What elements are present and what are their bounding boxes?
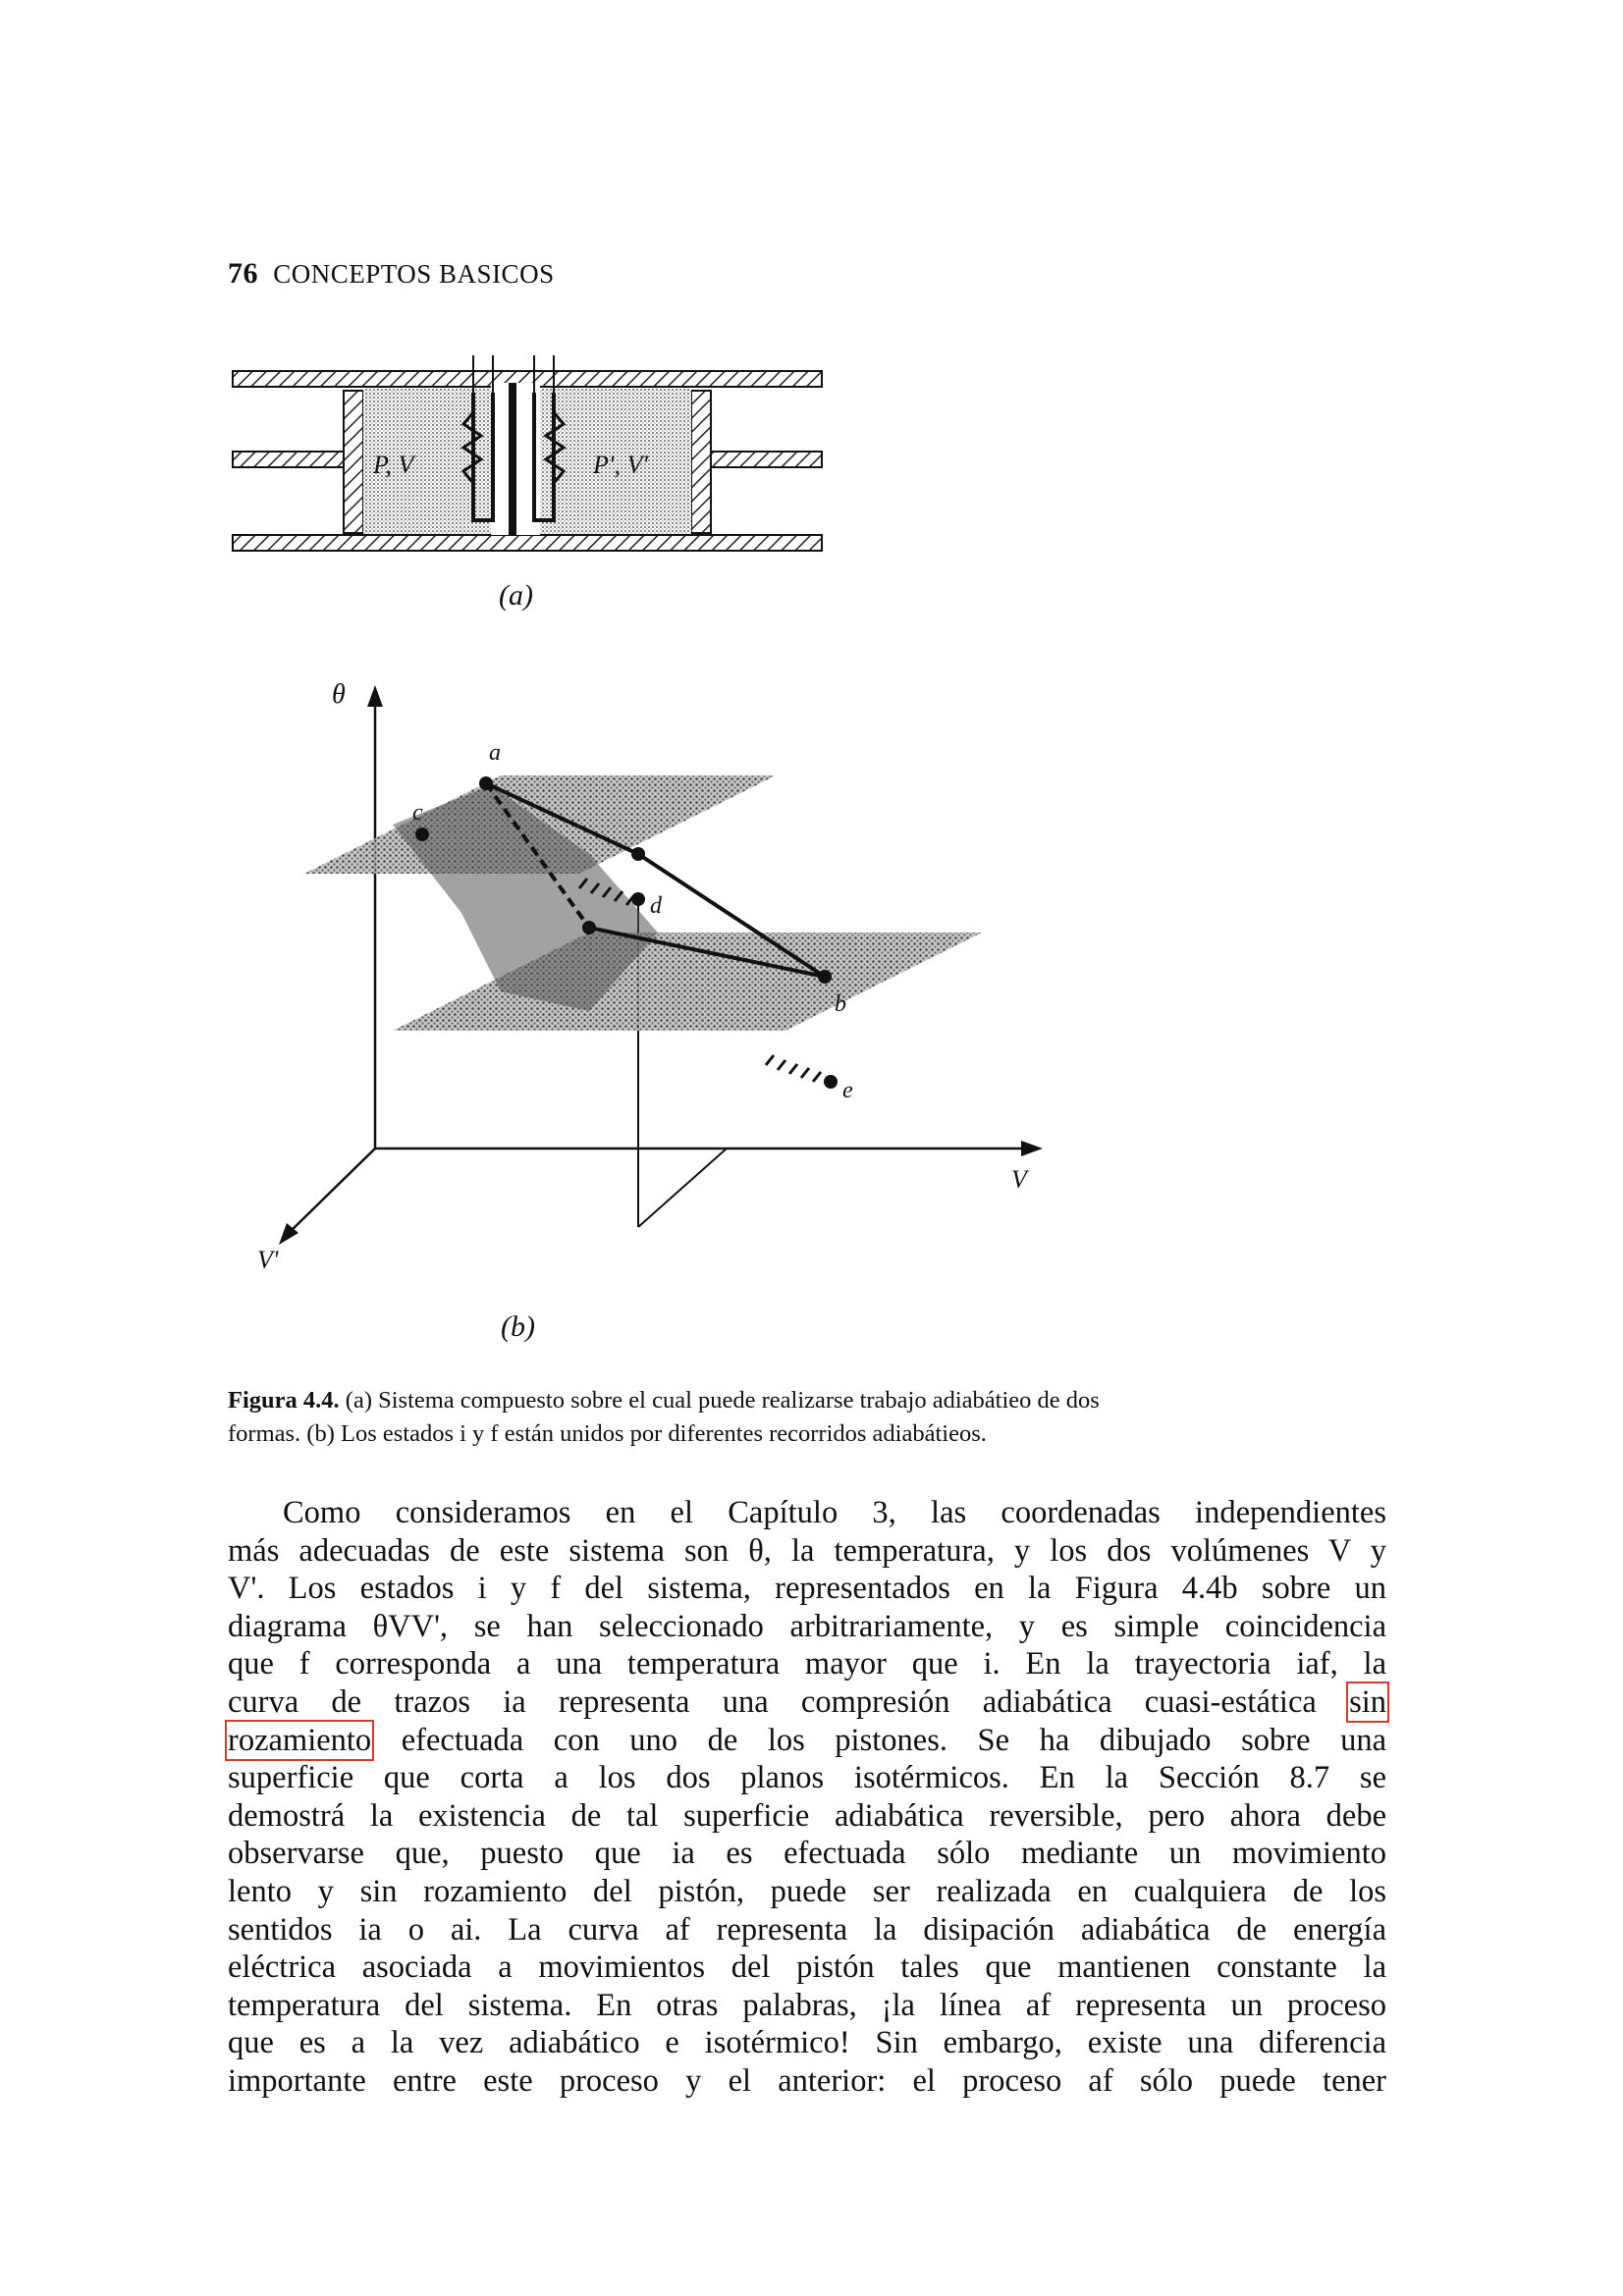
body-line: sentidos ia o ai. La curva af representa la disipación adiabática de energía xyxy=(228,1911,1386,1948)
body-line-with-highlight xyxy=(228,1722,1386,1760)
body-line: diagrama θVV', se han seleccionado arbitrariamente, y es simple coincidencia xyxy=(228,1608,1386,1644)
page-number: 76 xyxy=(228,257,258,290)
body-line: importante entre este proceso y el anterior: el proceso af sólo puede tener xyxy=(228,2062,1386,2099)
running-title: CONCEPTOS BASICOS xyxy=(273,259,555,289)
body-line: demostrá la existencia de tal superficie adiabática reversible, pero ahora debe xyxy=(228,1797,1386,1834)
body-line-text: efectuada con uno de los pistones. Se ha dibujado sobre una xyxy=(401,1722,1386,1758)
body-line: superficie que corta a los dos planos isotérmicos. En la Sección 8.7 se xyxy=(228,1760,1386,1796)
v-axis-label: V xyxy=(1011,1165,1027,1194)
body-line: observarse que, puesto que ia es efectuada sólo mediante un movimiento xyxy=(228,1836,1386,1872)
point-b-label: b xyxy=(835,991,846,1017)
figure-a-label: (a) xyxy=(499,579,533,612)
bottom-wall xyxy=(233,535,822,551)
figure-b-diagram xyxy=(257,677,1051,1286)
body-line-with-highlight xyxy=(228,1683,1386,1722)
highlight-box-sin: sin xyxy=(1349,1683,1387,1720)
highlight-box-rozamiento: rozamiento xyxy=(228,1722,372,1758)
figure-a-diagram xyxy=(228,353,827,560)
caption-tag: Figura 4.4. xyxy=(228,1387,340,1414)
body-line: que f corresponda a una temperatura mayor que i. En la trayectoria iaf, la xyxy=(228,1646,1386,1682)
body-paragraph xyxy=(228,1494,1386,2101)
right-chamber-label: P', V' xyxy=(593,451,648,479)
point-d-label: d xyxy=(650,893,662,919)
figure-b-label: (b) xyxy=(501,1310,535,1343)
right-piston xyxy=(691,391,711,533)
left-piston-rod xyxy=(233,452,349,467)
point-b-marker xyxy=(818,970,832,984)
point-c-marker xyxy=(415,828,429,841)
left-piston xyxy=(344,391,363,533)
caption-text-1: (a) Sistema compuesto sobre el cual puede realizarse trabajo adiabátieo de dos xyxy=(339,1387,1100,1414)
right-piston-rod xyxy=(706,452,822,467)
running-head xyxy=(228,257,555,291)
body-line: más adecuadas de este sistema son θ, la temperatura, y los dos volúmenes V y xyxy=(228,1532,1386,1569)
body-line: lento y sin rozamiento del pistón, puede ser realizada en cualquiera de los xyxy=(228,1873,1386,1909)
left-chamber-label: P, V xyxy=(373,451,414,479)
body-line: Como consideramos en el Capítulo 3, las coordenadas independientes xyxy=(283,1495,1386,1530)
point-a-label: a xyxy=(489,740,501,766)
point-e-marker xyxy=(824,1075,838,1089)
caption-text-2: formas. (b) Los estados i y f están unidos por diferentes recorridos adiabátieos. xyxy=(228,1420,987,1447)
body-line: V'. Los estados i y f del sistema, representados en la Figura 4.4b sobre un xyxy=(228,1571,1386,1607)
body-line: temperatura del sistema. En otras palabras, ¡la línea af representa un proceso xyxy=(228,1987,1386,2023)
vprime-axis xyxy=(285,1148,375,1237)
body-line: eléctrica asociada a movimientos del pistón tales que mantienen constante la xyxy=(228,1949,1386,1986)
figure-caption xyxy=(228,1384,1386,1451)
vprime-axis-label: V' xyxy=(257,1246,279,1274)
theta-axis-label: θ xyxy=(332,679,346,710)
point-c-label: c xyxy=(412,800,423,826)
point-e-label: e xyxy=(842,1078,853,1103)
point-d-marker xyxy=(631,892,645,906)
body-line-text: curva de trazos ia representa una compresión adiabática cuasi-estática xyxy=(228,1683,1317,1720)
body-line: que es a la vez adiabático e isotérmico! Sin embargo, existe una diferencia xyxy=(228,2025,1386,2061)
point-a-marker xyxy=(479,776,493,790)
